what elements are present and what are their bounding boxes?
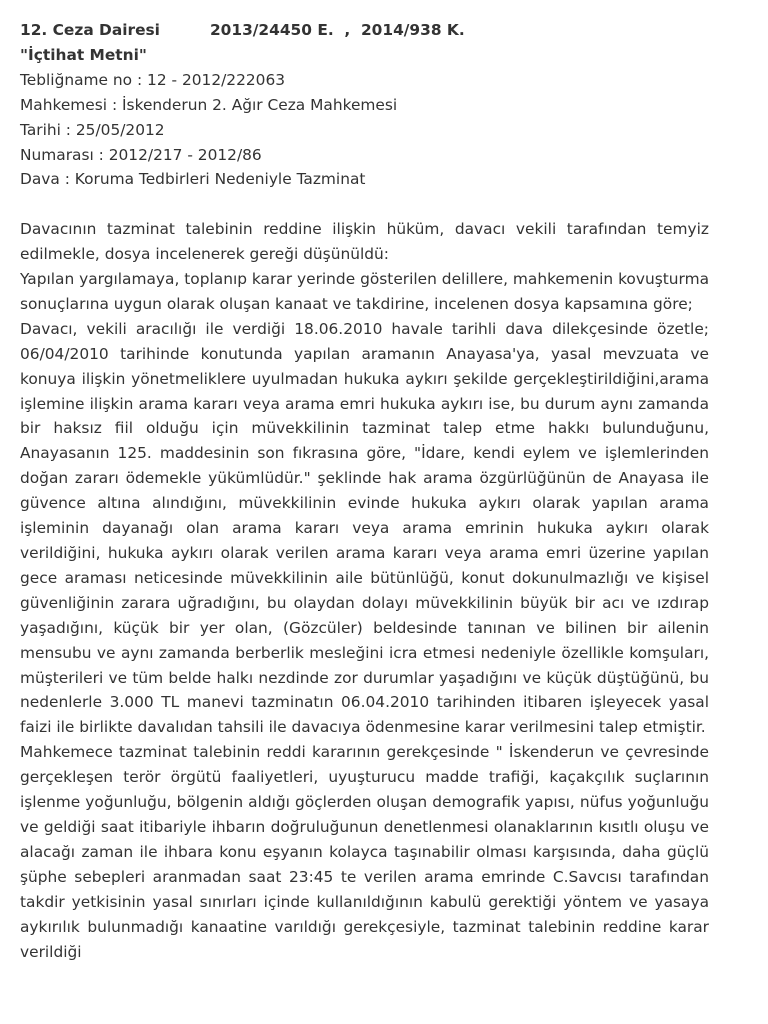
paragraph-review: Yapılan yargılamaya, toplanıp karar yerinde gösterilen delillere, mahkemenin kovuşturma sonuçlarına uygun olarak oluşan kanaat ve takdirine, incelenen dosya kapsamına göre; [20, 270, 709, 313]
paragraph-appeal: Davacının tazminat talebinin reddine ilişkin hüküm, davacı vekili tarafından temyiz edilmekle, dosya incelenerek gereği düşünüldü: [20, 220, 709, 264]
paragraph-claim: Davacı, vekili aracılığı ile verdiği 18.06.2010 havale tarihli dava dilekçesinde özetle; 06/04/2010 tarihinde konutunda yapılan aramanın Anayasa'ya, yasal mevzuata ve konuya ilişkin yönetmeliklere uyulmadan hukuka aykırı şekilde gerçekleştirildiğini,arama işlemine ilişkin arama kararı veya arama emri hukuka aykırı ise, bu durum aynı zamanda bir haksız fiil olduğu için müvekkilinin tazminat talep etme hakkı bulunduğunu, Anayasanın 125. maddesinin son fıkrasına göre, "İdare, kendi eylem ve işlemlerinden doğan zararı ödemekle yükümlüdür." şeklinde hak arama özgürlüğünün de Anayasa ile güvence altına alındığını, müvekkilinin evinde hukuka aykırı olarak yapılan arama işleminin dayanağı olan arama kararı veya arama emrinin hukuka aykırı olarak verildiğini, hukuka aykırı olarak verilen arama kararı veya arama emri üzerine yapılan gece araması neticesinde müvekkilinin aile bütünlüğü, konut dokunulmazlığı ve kişisel güvenliğinin zarara uğradığını, bu olaydan dolayı müvekkilinin büyük bir acı ve ızdırap yaşadığını, küçük bir yer olan, (Gözcüler) beldesinde tanınan ve bilinen bir ailenin mensubu ve aynı zamanda berberlik mesleğini icra etmesi nedeniyle özellikle komşuları, müşterileri ve tüm belde halkı nezdinde zor durumlar yaşadığını ve küçük düştüğünü, bu nedenlerle 3.000 TL manevi tazminatın 06.04.2010 tarihinden itibaren işleyecek yasal faizi ile birlikte davalıdan tahsili ile davacıya ödenmesine karar verilmesini talep etmiştir. [20, 319, 709, 737]
case-header [20, 18, 709, 43]
meta-date: Tarihi : 25/05/2012 [20, 120, 165, 139]
meta-court: Mahkemesi : İskenderun 2. Ağır Ceza Mahkemesi [20, 95, 398, 114]
court-name: 12. Ceza Dairesi [20, 21, 160, 39]
paragraph-court-reasoning: Mahkemece tazminat talebinin reddi kararının gerekçesinde " İskenderun ve çevresinde gerçekleşen terör örgütü faaliyetleri, uyuşturucu madde trafiği, kaçakçılık suçlarının işlenme yoğunluğu, bölgenin aldığı göçlerden oluşan demografik yapısı, nüfus yoğunluğu ve geldiği saat itibariyle ihbarın doğruluğunun denetlenmesi olanaklarının kısıtlı oluşu ve alacağı zaman ile ihbara konu eşyanın kolayca taşınabilir olması karşısında, daha güçlü şüphe sebepleri aranmadan saat 23:45 te verilen arama emrinde C.Savcısı tarafından takdir yetkisinin yasal sınırları içinde kullanıldığının kabulü gerektiği yöntem ve yasaya aykırılık bulunmadığı kanaatine varıldığı gerekçesiyle, tazminat talebinin reddine karar verildiği [20, 743, 709, 961]
document-title: "İçtihat Metni" [20, 45, 147, 64]
case-numbers: 2013/24450 E. , 2014/938 K. [209, 21, 465, 39]
meta-case-type: Dava : Koruma Tedbirleri Nedeniyle Tazminat [20, 170, 366, 189]
meta-number: Numarası : 2012/217 - 2012/86 [20, 145, 262, 164]
document-body [20, 18, 709, 964]
blank-line [20, 192, 709, 217]
meta-notice-number: Tebliğname no : 12 - 2012/222063 [20, 70, 286, 89]
